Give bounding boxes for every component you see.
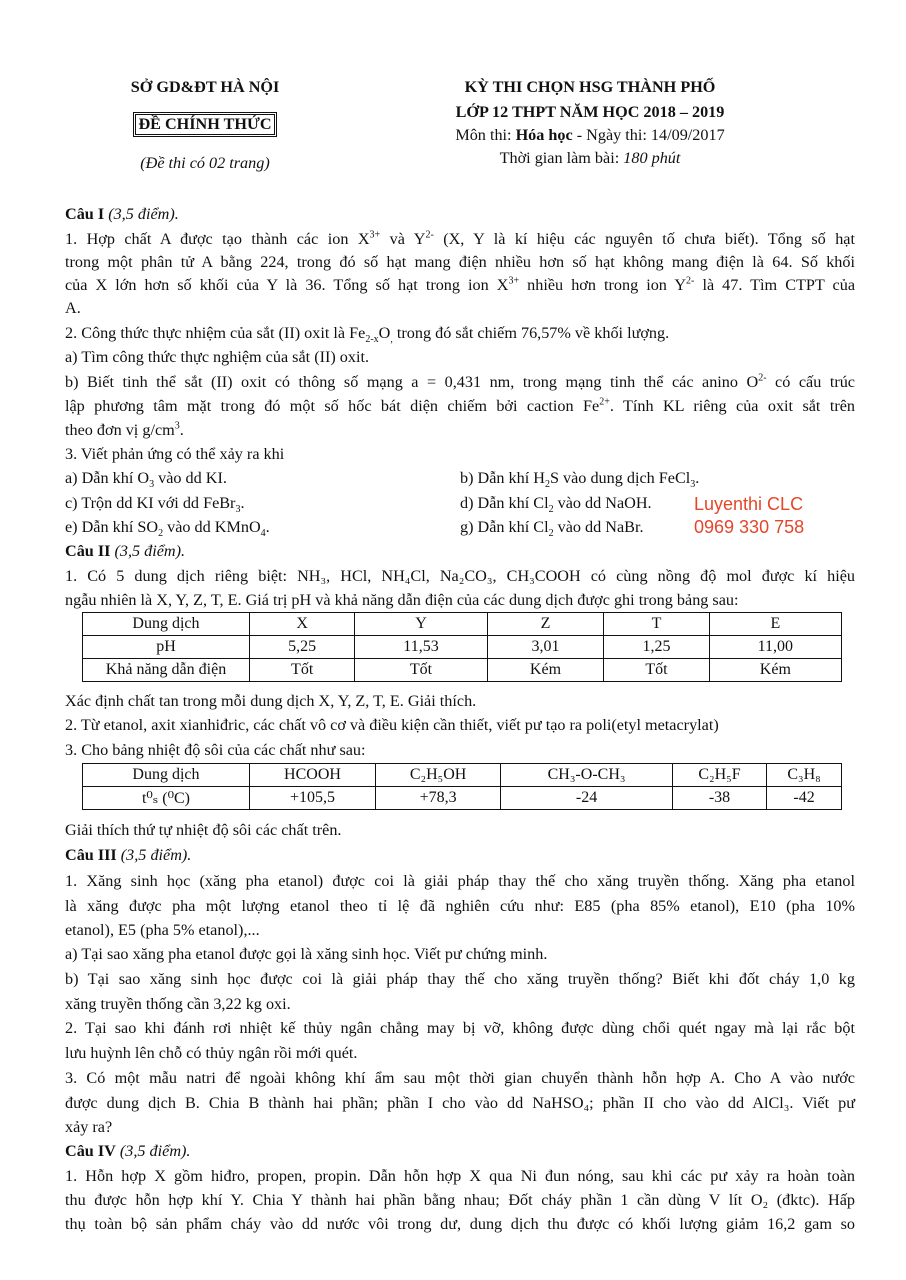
page-count-note: (Đề thi có 02 trang) xyxy=(140,154,270,172)
table-cell: C₂H₅OH xyxy=(376,764,501,787)
q1-part-3: 3. Viết phản ứng có thể xảy ra khi xyxy=(65,445,285,463)
reaction-row-2: c) Trộn dd KI với dd FeBr$_3$. d) Dẫn khí $Cl_2$ vào dd NaOH. xyxy=(65,494,652,516)
q1-part-2b-line: theo đơn vị $g/cm^3$. xyxy=(65,420,184,439)
table-cell: Tốt xyxy=(604,659,709,682)
q1-part-2a: a) Tìm công thức thực nghiệm của sắt (II) oxit. xyxy=(65,348,370,366)
q1-paragraph: 1. Hợp chất A được tạo thành các ion $X^{3+}$ và $Y^{2-}$ (X, Y là kí hiệu các nguyên tố chưa biết). Tổng số hạt xyxy=(65,229,855,248)
table-cell: E xyxy=(709,613,841,636)
table-cell: C₃H₈ xyxy=(767,764,842,787)
q4-line: 1. Hỗn hợp X gồm hiđro, propen, propin. Dẫn hỗn hợp X qua Ni đun nóng, sau khi các pư xảy ra hoàn toàn xyxy=(65,1167,855,1185)
table-cell: t⁰ₛ (⁰C) xyxy=(83,787,250,810)
ph-table-row xyxy=(83,659,842,682)
q3-line: b) Tại sao xăng sinh học được coi là giải pháp thay thế cho xăng truyền thống? Biết khi đốt cháy 1,0 kg xyxy=(65,970,855,988)
q1-paragraph-line: của X lớn hơn số khối của Y là 36. Tổng số hạt trong ion $X^{3+}$ nhiều hơn trong ion $Y^{2-}$ là 47. Tìm CTPT của xyxy=(65,275,855,294)
question-2-heading: Câu II (3,5 điểm). xyxy=(65,542,186,560)
table-cell: -38 xyxy=(672,787,766,810)
table-cell: 5,25 xyxy=(249,636,354,659)
q3-line: được dung dịch B. Chia B thành hai phần; phần I cho vào dd NaHSO₄; phần II cho vào dd AlCl₃. Viết pư xyxy=(65,1094,855,1112)
table-cell: 3,01 xyxy=(487,636,604,659)
table-cell: T xyxy=(604,613,709,636)
ph-conductivity-table xyxy=(82,612,842,682)
question-1-heading: Câu I (3,5 điểm). xyxy=(65,205,179,223)
table-cell: Y xyxy=(355,613,487,636)
table-cell: pH xyxy=(83,636,250,659)
table-cell: C₂H₅F xyxy=(672,764,766,787)
table-cell: -24 xyxy=(501,787,673,810)
q4-line: thụ toàn bộ sản phẩm cháy vào dd nước vôi trong dư, dung dịch thu được có khối lượng giảm 16,2 gam so xyxy=(65,1215,855,1233)
table-cell: +78,3 xyxy=(376,787,501,810)
exam-title: KỲ THI CHỌN HSG THÀNH PHỐ xyxy=(464,78,716,96)
q1-paragraph-line: A. xyxy=(65,299,81,317)
department-name: SỞ GD&ĐT HÀ NỘI xyxy=(130,78,280,96)
watermark-brand: Luyenthi CLC xyxy=(694,494,804,514)
question-3-heading: Câu III (3,5 điểm). xyxy=(65,846,192,864)
exam-duration: Thời gian làm bài: 180 phút xyxy=(499,149,681,167)
q2-after-table-2: Giải thích thứ tự nhiệt độ sôi các chất trên. xyxy=(65,821,342,839)
table-cell: CH₃-O-CH₃ xyxy=(501,764,673,787)
table-cell: X xyxy=(249,613,354,636)
exam-header xyxy=(0,78,906,188)
q1-part-2: 2. Công thức thực nhiệm của sắt (II) oxit là $Fe_{2-x}O_,$ trong đó sắt chiếm 76,57% về khối lượng. xyxy=(65,324,670,346)
ph-table-row xyxy=(83,636,842,659)
q3-line: xảy ra? xyxy=(65,1118,113,1136)
exam-grade-year: LỚP 12 THPT NĂM HỌC 2018 – 2019 xyxy=(455,103,725,121)
exam-subject-date: Môn thi: Hóa học - Ngày thi: 14/09/2017 xyxy=(455,126,725,144)
q3-line: là xăng được pha một lượng etanol theo tỉ lệ đã nghiên cứu như: E85 (pha 85% etanol), E10 (pha 10% xyxy=(65,897,855,915)
q3-line: a) Tại sao xăng pha etanol được gọi là xăng sinh học. Viết pư chứng minh. xyxy=(65,945,548,963)
q3-line: xăng truyền thống cần 3,22 kg oxi. xyxy=(65,995,291,1013)
watermark-phone: 0969 330 758 xyxy=(694,517,805,537)
table-cell: -42 xyxy=(767,787,842,810)
table-cell: Z xyxy=(487,613,604,636)
q1-part-2b: b) Biết tinh thể sắt (II) oxit có thông số mạng a = 0,431 nm, trong mạng tinh thể các anino $O^{2-}$ có cấu trúc xyxy=(65,372,855,391)
q3-line: lưu huỳnh lên chỗ có thủy ngân rồi mới quét. xyxy=(65,1044,358,1062)
question-4-heading: Câu IV (3,5 điểm). xyxy=(65,1142,191,1160)
q2-part-3: 3. Cho bảng nhiệt độ sôi của các chất như sau: xyxy=(65,741,366,759)
table-cell: 11,53 xyxy=(355,636,487,659)
table-cell: Khả năng dẫn điện xyxy=(83,659,250,682)
table-cell: +105,5 xyxy=(249,787,375,810)
boiling-table-row xyxy=(83,764,842,787)
table-cell: HCOOH xyxy=(249,764,375,787)
table-cell: 11,00 xyxy=(709,636,841,659)
table-cell: Kém xyxy=(709,659,841,682)
ph-table-row xyxy=(83,613,842,636)
boiling-point-table xyxy=(82,763,842,810)
table-cell: Dung dịch xyxy=(83,764,250,787)
q2-after-table: Xác định chất tan trong mỗi dung dịch X, Y, Z, T, E. Giải thích. xyxy=(65,692,477,710)
table-cell: Kém xyxy=(487,659,604,682)
q3-line: 1. Xăng sinh học (xăng pha etanol) được coi là giải pháp thay thế cho xăng truyền thống. Xăng pha etanol xyxy=(65,872,855,890)
q3-line: 2. Tại sao khi đánh rơi nhiệt kế thủy ngân chẳng may bị vỡ, không được dùng chổi quét ngay mà lại rắc bột xyxy=(65,1019,855,1037)
boiling-table-row xyxy=(83,787,842,810)
reaction-row-1: a) Dẫn khí $O_3$ vào dd KI. b) Dẫn khí $H_2S$ vào dung dịch FeCl$_3$. xyxy=(65,469,700,491)
q2-paragraph-line: 1. Có 5 dung dịch riêng biệt: NH₃, HCl, NH₄Cl, Na₂CO₃, CH₃COOH có cùng nồng độ mol được kí hiệu xyxy=(65,567,855,585)
table-cell: Dung dịch xyxy=(83,613,250,636)
q3-line: 3. Có một mẫu natri để ngoài không khí ẩm sau một thời gian chuyển thành hỗn hợp A. Cho A vào nước xyxy=(65,1069,855,1087)
q3-line: etanol), E5 (pha 5% etanol),... xyxy=(65,921,260,939)
table-cell: Tốt xyxy=(249,659,354,682)
reaction-row-3: e) Dẫn khí $SO_2$ vào dd KMnO$_4$. g) Dẫn khí $Cl_2$ vào dd NaBr. xyxy=(65,518,644,540)
q2-paragraph-line: ngẫu nhiên là X, Y, Z, T, E. Giá trị pH và khả năng dẫn điện của các dung dịch được ghi trong bảng sau: xyxy=(65,591,739,609)
q4-line: thu được hỗn hợp khí Y. Chia Y thành hai phần bằng nhau; Đốt cháy phần 1 cần dùng V lít O₂ (đktc). Hấp xyxy=(65,1191,855,1209)
q1-part-2b-line: lập phương tâm mặt trong đó một số hốc bát diện chiếm bởi caction $Fe^{2+}$. Tính KL riêng của oxit sắt trên xyxy=(65,396,855,415)
q2-part-2: 2. Từ etanol, axit xianhiđric, các chất vô cơ và điều kiện cần thiết, viết pư tạo ra poli(etyl metacrylat) xyxy=(65,716,719,734)
table-cell: Tốt xyxy=(355,659,487,682)
official-exam-stamp: ĐỀ CHÍNH THỨC xyxy=(133,112,276,137)
table-cell: 1,25 xyxy=(604,636,709,659)
q1-paragraph-line: trong một phân tử A bằng 224, trong đó số hạt mang điện nhiều hơn số hạt không mang điện là 64. Số khối xyxy=(65,253,855,271)
